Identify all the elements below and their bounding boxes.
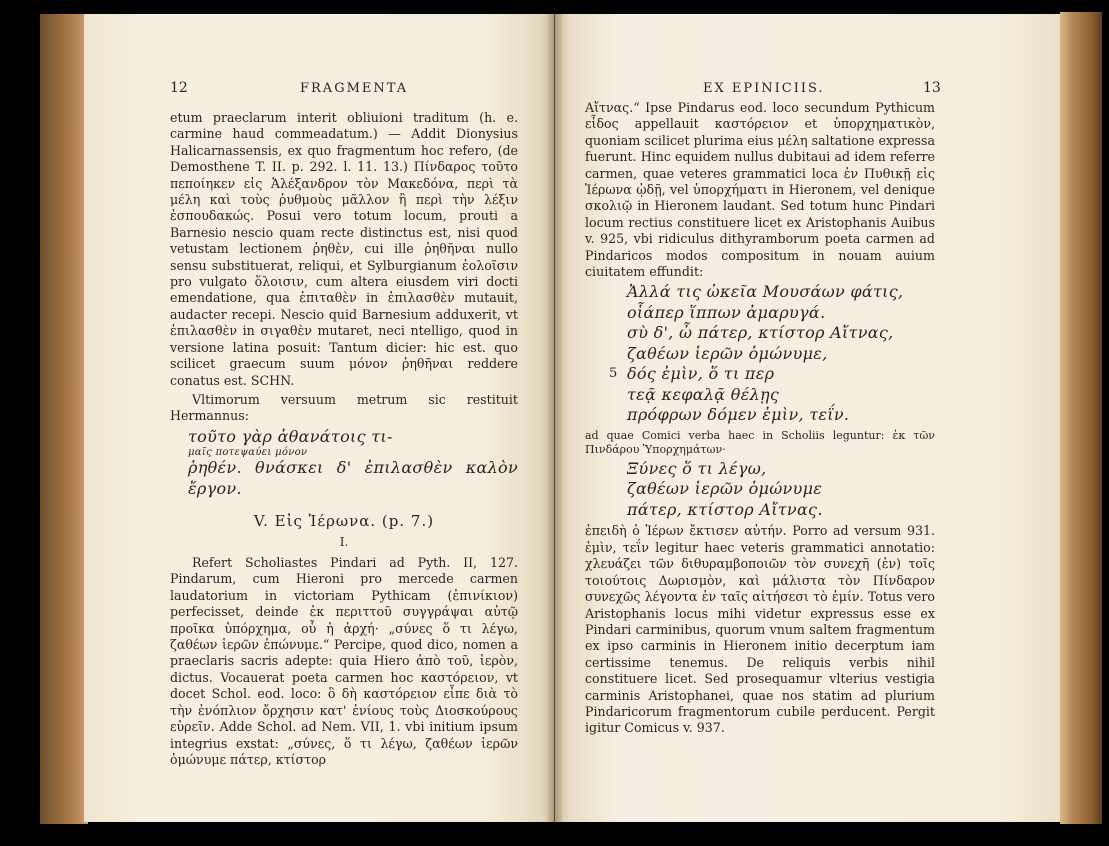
left-paragraph: Vltimorum versuum metrum sic restituit Hermannus: bbox=[170, 391, 518, 424]
right-paragraph: ἐπειδὴ ὁ Ἱέρων ἔκτισεν αὐτήν. Porro ad versum 931. ἐμὶν, τεΐν legitur haec veteris grammatici annotatio: χλευάζει τῶν διθυραμβοποιῶν τὸν συνεχῆ (ἐν) τοῖς τοιούτοις Δωρισμὸν, καὶ μάλιστα τὸν Πίνδαρον συνεχῶς λέγοντα ἐν ταῖς αἰτήσεσι τὸ ἐμίν. Totus vero Aristophanis locus mihi videtur expressus esse ex Pindari carminibus, quorum vnum saltem fragmentum ex ipso carminis in Hieronem initio decerptum iam certissime tenemus. De reliquis verbis nihil constituere licet. Sed prosequamur vlterius vestigia carminis Aristophanei, quae nos statim ad plurium Pindaricorum fragmentorum cubile perducent. Pergit igitur Comicus v. 937. bbox=[585, 523, 935, 736]
verse-line: ζαθέων ἱερῶν ὁμώνυμε bbox=[627, 479, 823, 499]
section-heading: V. Εἰς Ἱέρωνα. (p. 7.) bbox=[253, 512, 435, 531]
right-running-head: EX EPINICIIS. bbox=[703, 81, 825, 96]
section-number: I. bbox=[339, 534, 349, 549]
verse-line: Ἀλλά τις ὠκεῖα Μουσάων φάτις, bbox=[627, 282, 904, 302]
left-page bbox=[84, 14, 554, 822]
left-paragraph: etum praeclarum interit obliuioni traditum (h. e. carmine haud commeadatum.) — Addit Dionysius Halicarnassensis, ex quo fragmentum hoc refero, (de Demosthene T. II. p. 292. l. 11. 13.) Πίνδαρος τοῦτο πεποίηκεν εἰς Ἀλέξανδρον τὸν Μακεδόνα, περὶ τὰ μέλη καὶ τοὺς ῥυθμοὺς μᾶλλον ἢ περὶ τὴν λέξιν ἐσπουδακώς. Posui vero totum locum, prouti a Barnesio nescio quam recte distinctus est, nisi quod vetustam lectionem ῥηθὲν, cui ille ῥηθῆναι nullo sensu substituerat, reliqui, et Sylburgianum ἐολοῖσιν pro vulgato ὅλοισιν, cum altera eiusdem viri docti emendatione, qua ἐπιταθὲν in ἐπιλασθὲν mutauit, audacter recepi. Nescio quid Barnesium adduxerit, vt ἐπιλασθὲν in σιγαθὲν mutaret, neci ntelligo, quod in versione latina posuit: Tantum dicier: hic est. quo scilicet graecum suum μόνον ῥηθῆναι reddere conatus est. SCHN. bbox=[170, 110, 518, 388]
verse-line: ζαθέων ἱερῶν ὁμώνυμε, bbox=[627, 343, 828, 363]
left-paragraph: Refert Scholiastes Pindari ad Pyth. II, 127. Pindarum, cum Hieroni pro mercede carmen laudatorium in victoriam Pythicam (ἐπινίκιον) perfecisset, deinde ἐκ περιττοῦ συγγράψαι αὐτῷ προῖκα ὑπόρχημα, οὗ ἡ ἀρχή· „σύνες ὅ τι λέγω, ζαθέων ἱερῶν ἐπώνυμε.“ Percipe, quod dico, nomen a praeclaris sacris adepte: quia Hiero ἀπὸ τοῦ, ἱερὸν, dictus. Vocauerat poeta carmen hoc καστόρειον, vt docet Schol. eod. loco: ὃ δὴ καστόρειον εἶπε διὰ τὸ τὴν ἐνόπλιον ὄρχησιν κατ' ἐνίους τοὺς Διοσκούρους εὑρεῖν. Adde Schol. ad Nem. VII, 1. vbi initium ipsum integrius exstat: „σύνες, ὅ τι λέγω, ζαθέων ἱερῶν ὁμώνυμε πάτερ, κτίστορ bbox=[170, 555, 518, 767]
verse-line: πάτερ, κτίστορ Αἴτνας. bbox=[627, 499, 823, 519]
verse-line: ῥηθέν. θνάσκει δ' ἐπιλασθὲν καλὸν ἔργον. bbox=[188, 458, 518, 498]
verse-line: τεᾷ κεφαλᾷ θέλῃς bbox=[627, 384, 780, 404]
verse-line: Ξύνες ὅ τι λέγω, bbox=[627, 458, 767, 478]
book-gutter bbox=[548, 14, 562, 822]
right-page bbox=[555, 14, 1060, 822]
left-running-head: FRAGMENTA bbox=[300, 81, 409, 96]
left-folio: 12 bbox=[170, 80, 188, 96]
left-page-edges bbox=[40, 14, 88, 824]
right-body bbox=[585, 100, 935, 737]
left-verse bbox=[188, 427, 518, 500]
verse-line: τοῦτο γὰρ ἀθανάτοις τι- bbox=[188, 426, 393, 446]
right-note-line: ad quae Comici verba haec in Scholiis leguntur: ἐκ τῶν Πινδάρου Ὑπορχημάτων· bbox=[585, 428, 935, 456]
right-folio: 13 bbox=[923, 80, 941, 96]
left-body bbox=[170, 110, 518, 768]
verse-line: σὺ δ', ὦ πάτερ, κτίστορ Αἴτνας, bbox=[627, 323, 894, 343]
verse-line: οἷάπερ ἵππων ἀμαρυγά. bbox=[627, 302, 826, 322]
right-verse-2 bbox=[627, 459, 935, 521]
verse-number: 5 bbox=[609, 366, 618, 382]
verse-line: μαῖς ποτεψαύει μόνον bbox=[188, 447, 308, 459]
right-page-edges bbox=[1060, 12, 1102, 824]
right-paragraph: Αἴτνας.“ Ipse Pindarus eod. loco secundum Pythicum εἶδος appellauit καστόρειον et ὑπορχηματικὸν, quoniam scilicet plurima eius μέλη saltatione expressa fuerunt. Hinc equidem nullus dubitaui ad idem referre carmen, quae veteres grammatici loca ἐν Πυθικῇ εἰς Ἱέρωνα ᾠδῇ, vel ὑπορχήματι in Hieronem, vel denique σκολιῷ in Hieronem laudant. Sed totum hunc Pindari locum rectius constituere licet ex Aristophanis Auibus v. 925, vbi ridiculus dithyramborum poeta carmen ad Pindaricos modos compositum in nouam auium ciuitatem effundit: bbox=[585, 100, 935, 280]
verse-line: δός ἐμὶν, ὅ τι περ bbox=[627, 364, 775, 384]
right-verse-1 bbox=[609, 282, 935, 426]
verse-line-numbered bbox=[609, 364, 935, 385]
verse-line: πρόφρων δόμεν ἐμὶν, τεΐν. bbox=[627, 405, 850, 425]
